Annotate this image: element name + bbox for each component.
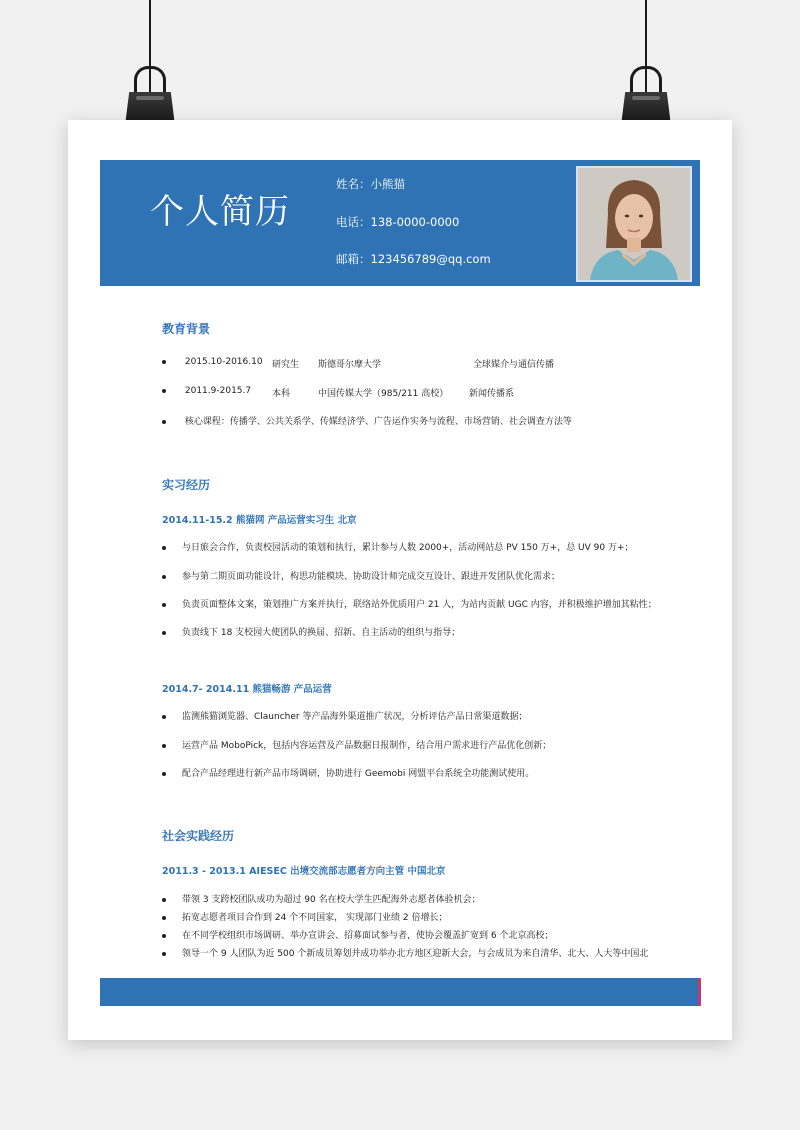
email-field: 邮箱：123456789@qq.com: [336, 252, 491, 266]
job-heading: 2014.7- 2014.11 熊猫畅游 产品运营: [162, 684, 332, 695]
edu-date: 2015.10-2016.10: [184, 357, 263, 367]
bullet-icon: [162, 934, 166, 938]
bullet-icon: [162, 420, 166, 424]
bullet-icon: [162, 575, 166, 579]
list-item: [162, 910, 447, 923]
profile-photo: [576, 166, 692, 282]
social-title: 社会实践经历: [162, 829, 235, 843]
list-item: [162, 928, 553, 941]
job-heading: 2014.11-15.2 熊猫网 产品运营实习生 北京: [162, 515, 357, 526]
bullet-icon: [162, 744, 166, 748]
resume-title: 个人简历: [150, 192, 290, 232]
bullet-icon: [162, 952, 166, 956]
social-heading: 2011.3 - 2013.1 AIESEC 出境交流部志愿者方向主管 中国北京: [162, 866, 446, 877]
edu-date: 2011.9-2015.7: [184, 386, 252, 396]
education-row: [162, 386, 251, 396]
list-item-text: 监测熊猫浏览器、Clauncher 等产品海外渠道推广状况，分析评估产品日常渠道数据；: [182, 712, 528, 722]
list-item: [162, 709, 527, 722]
bullet-icon: [162, 603, 166, 607]
edu-school: 斯德哥尔摩大学: [318, 360, 382, 370]
list-item-text: 参与第二期页面功能设计，构思功能模块、协助设计师完成交互设计、跟进开发团队优化需求；: [182, 572, 561, 582]
bullet-icon: [162, 360, 166, 364]
phone-field: 电话：138-0000-0000: [336, 215, 460, 229]
list-item-text: 在不同学校组织市场调研、举办宣讲会、招募面试参与者，使协会覆盖扩宽到 6 个北京高校；: [182, 931, 554, 941]
edu-degree: 研究生: [272, 360, 300, 370]
edu-school: 中国传媒大学（985/211 高校）: [318, 389, 449, 399]
list-item: [162, 625, 460, 638]
courses-row: [162, 414, 572, 427]
list-item: [162, 892, 481, 905]
list-item-text: 负责页面整体文案，策划推广方案并执行，联络站外优质用户 21 人，为站内贡献 UGC 内容，并积极维护增加其粘性；: [182, 600, 657, 610]
list-item-text: 拓宽志愿者项目合作到 24 个不同国家， 实现部门业绩 2 倍增长；: [182, 913, 448, 923]
edu-major: 全球媒介与通信传播: [473, 360, 555, 370]
bullet-icon: [162, 546, 166, 550]
name-field: 姓名：小熊猫: [336, 177, 405, 191]
bullet-icon: [162, 715, 166, 719]
list-item: [162, 946, 648, 959]
resume-header: [100, 160, 700, 286]
list-item: [162, 738, 551, 751]
bullet-icon: [162, 389, 166, 393]
resume-page: [68, 120, 732, 1040]
list-item-text: 与日旅会合作，负责校园活动的策划和执行，累计参与人数 2000+，活动网站总 PV 150 万+，总 UV 90 万+；: [182, 543, 634, 553]
footer-accent: [698, 978, 701, 1006]
binder-clip-right: [616, 0, 676, 140]
list-item-text: 负责线下 18 支校园大使团队的换届、招新、自主活动的组织与指导；: [182, 628, 461, 638]
bullet-icon: [162, 898, 166, 902]
list-item-text: 运营产品 MoboPick，包括内容运营及产品数据日报制作，结合用户需求进行产品优化创新；: [182, 741, 552, 751]
bullet-icon: [162, 916, 166, 920]
footer-bar: [100, 978, 698, 1006]
list-item: [162, 766, 534, 779]
courses-text: 核心课程：传播学、公共关系学、传媒经济学、广告运作实务与流程、市场营销、社会调查方法等: [184, 417, 572, 427]
list-item: [162, 540, 634, 553]
list-item-text: 配合产品经理进行新产品市场调研，协助进行 Geemobi 网盟平台系统全功能测试使用。: [182, 769, 535, 779]
list-item: [162, 597, 657, 610]
edu-degree: 本科: [272, 389, 291, 399]
edu-major: 新闻传播系: [469, 389, 515, 399]
list-item: [162, 569, 560, 582]
bullet-icon: [162, 631, 166, 635]
internship-title: 实习经历: [162, 478, 211, 492]
bullet-icon: [162, 772, 166, 776]
education-row: [162, 357, 263, 367]
education-title: 教育背景: [162, 322, 211, 336]
list-item-text: 带领 3 支跨校团队成功为超过 90 名在校大学生匹配海外志愿者体验机会；: [182, 895, 481, 905]
list-item-text: 领导一个 9 人团队为近 500 个新成员筹划并成功举办北方地区迎新大会，与会成员为来自清华、北大、人大等中国北: [182, 949, 649, 959]
binder-clip-left: [120, 0, 180, 140]
